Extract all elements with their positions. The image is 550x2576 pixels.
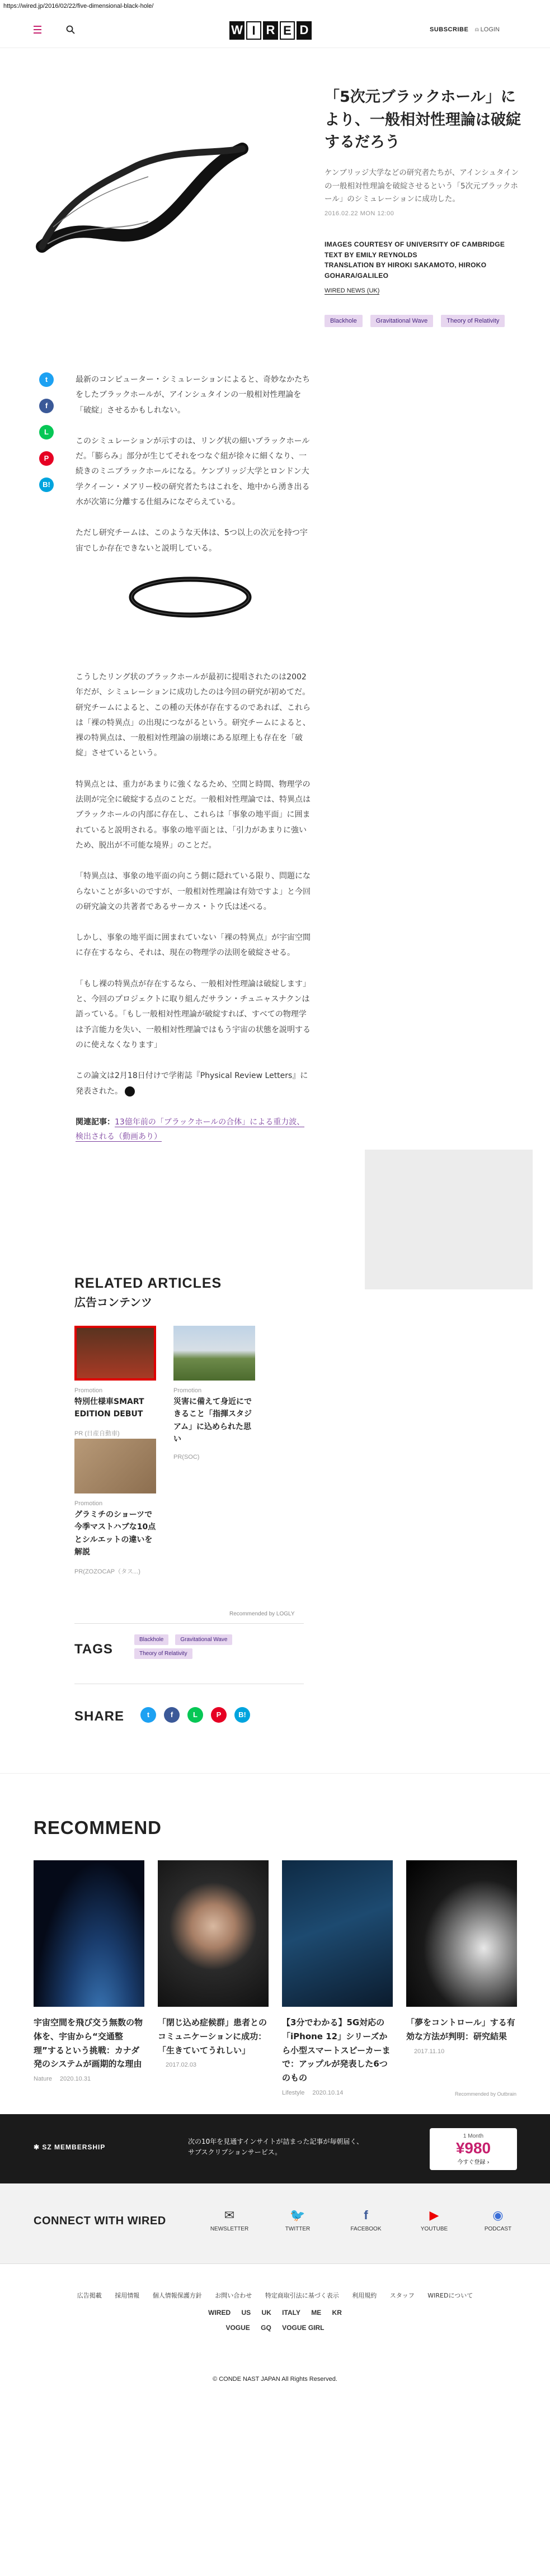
membership-label: SZ MEMBERSHIP [42, 2143, 106, 2151]
facebook-icon[interactable]: f [164, 1707, 180, 1723]
share-sidebar [39, 372, 54, 504]
card-image [34, 1860, 144, 2007]
card-image [74, 1326, 156, 1381]
card-meta [282, 2090, 393, 2096]
paragraph: このシミュレーションが示すのは、リング状の細いブラックホールだ。「膨らみ」部分が生じてそれをつなぐ紐が徐々に細くなり、一続きのミニブラックホールになる。ケンブリッジ大学とロンドン大学クイーン・メアリー校の研究者たちはこれを、地中から湧き出る水が次第に分離する仕組みになぞらえている。 [76, 436, 310, 507]
card-title: 特別仕様車SMART EDITION DEBUT [74, 1397, 144, 1419]
copyright: © CONDE NAST JAPAN All Rights Reserved. [213, 2376, 337, 2383]
paragraph: 特異点とは、重力があまりに強くなるため、空間と時間、物理学の法則が完全に破綻する点のことだ。一般相対性理論では、特異点はブラックホールの内部に存在し、これらは「事象の地平面」に囲まれていると説明される。事象の地平面とは、「引力があまりに強いため、脱出が不可能な境界」のことだ。 [76, 779, 311, 850]
article-title: 「5次元ブラックホール」により、一般相対性理論は破綻するだろう [325, 88, 521, 151]
tags-title: TAGS [74, 1642, 113, 1657]
subscribe-link[interactable]: SUBSCRIBE [430, 26, 469, 33]
related-label: 関連記事： [76, 1117, 115, 1127]
footer-link[interactable]: お問い合わせ [215, 2292, 252, 2299]
paragraph-text: この論文は2月18日付けで学術誌『Physical Review Letters』に発表された。 [76, 1071, 308, 1096]
related-link-block [76, 1115, 311, 1145]
related-article-link[interactable]: 13億年前の「ブラックホールの合体」による重力波、検出される（動画あり） [76, 1117, 305, 1142]
share-buttons [140, 1707, 258, 1723]
connect-label: NEWSLETTER [210, 2226, 249, 2232]
paragraph: こうしたリング状のブラックホールが最初に提唱されたのは2002年だが、シミュレーションに成功したのは今回の研究が初めてだ。研究チームによると、この種の天体が存在するのであれば、これらは「裸の特異点」の出現につながるという。研究チームによると、裸の特異点は、一般相対性理論の崩壊にある原理上も存在を「破綻」させているという。 [76, 672, 311, 758]
article-credits [325, 239, 526, 281]
recommend-card[interactable] [158, 1860, 269, 2068]
membership-text [188, 2137, 363, 2158]
pinterest-icon[interactable]: P [211, 1707, 227, 1723]
membership-line: 次の10年を見通すインサイトが詰まった記事が毎朝届く、 [188, 2138, 364, 2145]
footer-link[interactable]: 特定商取引法に基づく表示 [265, 2292, 339, 2299]
login-label: LOGIN [480, 26, 500, 33]
recommend-card[interactable] [34, 1860, 144, 2082]
edition-link[interactable]: ITALY [282, 2309, 300, 2317]
login-link[interactable] [475, 26, 500, 34]
card-title: グラミチのショーツで今季マストハブな10点とシルエットの違いを解説 [74, 1510, 156, 1557]
card-image [406, 1860, 517, 2007]
footer-link[interactable]: 個人情報保護方針 [152, 2292, 202, 2299]
card-meta [406, 2048, 517, 2055]
recommend-title: RECOMMEND [34, 1817, 162, 1838]
card-title: 【3分でわかる】5G対応の「iPhone 12」シリーズから小型スマートスピーカーまで：アップルが発表した6つのもの [282, 2017, 391, 2083]
outbrain-credit[interactable]: Recommended by Outbrain [455, 2091, 517, 2097]
footer-editions [0, 2309, 550, 2317]
logo-letter: E [280, 21, 295, 40]
sz-membership-logo [34, 2143, 105, 2151]
connect-label: YOUTUBE [420, 2226, 448, 2232]
card-title: 宇宙空間を飛び交う無数の物体を、宇宙から“交通整理”するという挑戦：カナダ発のシステムが画期的な理由 [34, 2017, 143, 2069]
card-title: 「閉じ込め症候群」患者とのコミュニケーションに成功：「生きていてうれしい」 [158, 2017, 267, 2055]
card-meta [158, 2062, 269, 2068]
subscribe-cta[interactable]: 今すぐ登録 › [457, 2159, 490, 2166]
edition-link[interactable]: US [241, 2309, 251, 2317]
ring-blackhole-image [126, 572, 255, 622]
article-source-link[interactable]: WIRED NEWS (UK) [325, 287, 380, 294]
sz-icon: ✱ [34, 2143, 43, 2151]
card-sponsor: PR (日産自動車) [74, 1430, 120, 1437]
footer-link[interactable]: 利用規約 [352, 2292, 377, 2299]
edition-link[interactable]: KR [332, 2309, 342, 2317]
twitter-link[interactable] [270, 2208, 326, 2232]
tag-chip[interactable]: Blackhole [325, 315, 363, 327]
wired-logo[interactable] [229, 21, 313, 40]
ad-placeholder[interactable] [365, 1150, 533, 1289]
pinterest-icon[interactable]: P [39, 451, 54, 466]
related-subtitle: 広告コンテンツ [74, 1296, 152, 1309]
mail-icon: ✉ [224, 2208, 235, 2222]
footer-sister-sites [0, 2324, 550, 2332]
tags-section [0, 1628, 550, 1689]
line-icon[interactable]: L [39, 425, 54, 439]
article-body [0, 372, 550, 1275]
card-image [282, 1860, 393, 2007]
facebook-icon[interactable]: f [39, 399, 54, 413]
tag-chip[interactable]: Theory of Relativity [134, 1648, 192, 1659]
paragraph-final [76, 1069, 311, 1099]
price-amount: ¥980 [455, 2139, 491, 2157]
logo-letter: W [229, 21, 245, 40]
card-meta [34, 2076, 144, 2082]
article-text [76, 372, 311, 1145]
credit-line: TEXT BY EMILY REYNOLDS [325, 250, 417, 259]
paragraph: 「特異点は、事象の地平面の向こう側に隠れている限り、問題にならないことが多いのですが、一般相対性理論は有効ですよ」と今回の研究論文の共著者であるサーカス・トウ氏は述べる。 [76, 872, 311, 911]
card-title: 「夢をコントロール」する有効な方法が判明：研究結果 [406, 2017, 515, 2041]
paragraph: 「もし裸の特異点が存在するなら、一般相対性理論は破綻します」と、今回のプロジェクトに取り組んだサラン・チュニャスナクンは語っている。「もし一般相対性理論が破綻すれば、すべての物理学は予言能力を失い、一般相対性理論ではもう宇宙の状態を説明するのに使えなくなります」 [76, 979, 311, 1050]
hero-image-ring-blackhole [31, 115, 252, 283]
footer-link[interactable]: WIREDについて [427, 2292, 473, 2299]
edition-link[interactable]: UK [261, 2309, 271, 2317]
edition-link[interactable]: WIRED [208, 2309, 231, 2317]
related-title: RELATED ARTICLES [74, 1275, 222, 1291]
article-hero [0, 48, 550, 372]
facebook-link[interactable] [338, 2208, 394, 2232]
related-card[interactable] [173, 1326, 255, 1460]
card-date: 2020.10.31 [60, 2076, 91, 2082]
membership-banner[interactable] [0, 2114, 550, 2183]
podcast-icon: ◉ [492, 2208, 504, 2222]
recommend-card[interactable] [406, 1860, 517, 2055]
connect-title: CONNECT WITH WIRED [34, 2215, 166, 2227]
youtube-icon: ▶ [429, 2208, 439, 2222]
connect-label: TWITTER [285, 2226, 311, 2232]
article-lead: ケンブリッジ大学などの研究者たちが、アインシュタインの一般相対性理論を破綻させるという「5次元ブラックホール」のシミュレーションに成功した。 [325, 168, 519, 204]
price-period: 1 Month [463, 2133, 484, 2139]
related-card[interactable] [74, 1326, 156, 1438]
share-section [0, 1689, 550, 1773]
recommend-card[interactable] [282, 1860, 393, 2096]
search-icon[interactable] [66, 25, 75, 34]
footer-links [0, 2291, 550, 2300]
footer-link[interactable]: 採用情報 [115, 2292, 140, 2299]
paragraph: 最新のコンピューター・シミュレーションによると、奇妙なかたちをしたブラックホールが、アインシュタインの一般相対性理論を「破綻」させるかもしれない。 [76, 375, 311, 415]
card-category: Promotion [74, 1387, 103, 1394]
card-image [173, 1326, 255, 1381]
article-date: 2016.02.22 MON 12:00 [325, 210, 394, 217]
hatena-icon[interactable]: B! [234, 1707, 250, 1723]
card-tag: Nature [34, 2076, 53, 2082]
sister-site-link[interactable]: GQ [261, 2324, 271, 2332]
card-sponsor: PR(SOC) [173, 1453, 200, 1460]
tag-chip[interactable]: Gravitational Wave [175, 1634, 232, 1645]
share-title: SHARE [74, 1709, 125, 1724]
card-tag: Lifestyle [282, 2089, 305, 2096]
card-category: Promotion [74, 1500, 103, 1507]
tag-chip[interactable]: Blackhole [134, 1634, 168, 1645]
twitter-icon[interactable]: t [39, 372, 54, 387]
connect-label: FACEBOOK [350, 2226, 382, 2232]
article-tags [325, 315, 513, 327]
recommended-by[interactable]: Recommended by LOGLY [229, 1611, 295, 1617]
credit-line: TRANSLATION BY HIROKI SAKAMOTO, HIROKO GOHARA/GALILEO [325, 261, 487, 280]
sister-site-link[interactable]: VOGUE [225, 2324, 250, 2332]
card-date: 2017.02.03 [166, 2062, 197, 2069]
menu-icon[interactable] [34, 26, 43, 34]
twitter-icon[interactable]: t [140, 1707, 156, 1723]
membership-line: サブスクリプションサービス。 [188, 2148, 282, 2157]
tag-chip[interactable]: Gravitational Wave [370, 315, 434, 327]
logo-letter: I [246, 21, 261, 40]
card-title: 災害に備えて身近にできること「指揮スタジアム」に込められた思い [173, 1397, 252, 1444]
recommend-section [0, 1773, 550, 2114]
tags-list [134, 1634, 263, 1662]
divider [74, 1623, 304, 1624]
youtube-link[interactable] [406, 2208, 462, 2232]
connect-label: PODCAST [484, 2226, 512, 2232]
line-icon[interactable]: L [187, 1707, 203, 1723]
twitter-icon: 🐦 [290, 2208, 305, 2222]
credit-line: IMAGES COURTESY OF UNIVERSITY OF CAMBRIDGE [325, 240, 505, 248]
paragraph: しかし、事象の地平面に囲まれていない「裸の特異点」が宇宙空間に存在するなら、それは、現在の物理学の法則を破綻させる。 [76, 933, 311, 958]
newsletter-link[interactable] [201, 2208, 257, 2232]
paragraph: ただし研究チームは、このような天体は、5つ以上の次元を持つ宇宙でしか存在できないと説明している。 [76, 528, 308, 553]
site-footer [0, 2263, 550, 2395]
card-date: 2020.10.14 [312, 2089, 344, 2096]
logo-letter: D [297, 21, 312, 40]
podcast-link[interactable] [470, 2208, 526, 2232]
related-articles [0, 1275, 550, 1628]
tag-chip[interactable]: Theory of Relativity [441, 315, 505, 327]
edition-link[interactable]: ME [311, 2309, 322, 2317]
connect-section [0, 2183, 550, 2263]
footer-link[interactable]: 広告掲載 [77, 2292, 102, 2299]
card-image [158, 1860, 269, 2007]
card-date: 2017.11.10 [414, 2048, 445, 2055]
card-category: Promotion [173, 1387, 202, 1394]
facebook-icon: f [364, 2208, 368, 2222]
wired-mark-icon [125, 1086, 135, 1096]
user-icon: ⍝ [475, 26, 481, 33]
membership-price-box[interactable] [430, 2128, 517, 2170]
card-sponsor: PR(ZOZOCAP（タス...) [74, 1568, 140, 1575]
footer-link[interactable]: スタッフ [389, 2292, 415, 2299]
hatena-icon[interactable]: B! [39, 478, 54, 492]
related-card[interactable] [74, 1439, 156, 1576]
browser-url[interactable]: https://wired.jp/2016/02/22/five-dimensional-black-hole/ [3, 3, 154, 10]
site-header [0, 13, 550, 48]
sister-site-link[interactable]: VOGUE GIRL [282, 2324, 325, 2332]
card-image [74, 1439, 156, 1493]
logo-letter: R [263, 21, 278, 40]
